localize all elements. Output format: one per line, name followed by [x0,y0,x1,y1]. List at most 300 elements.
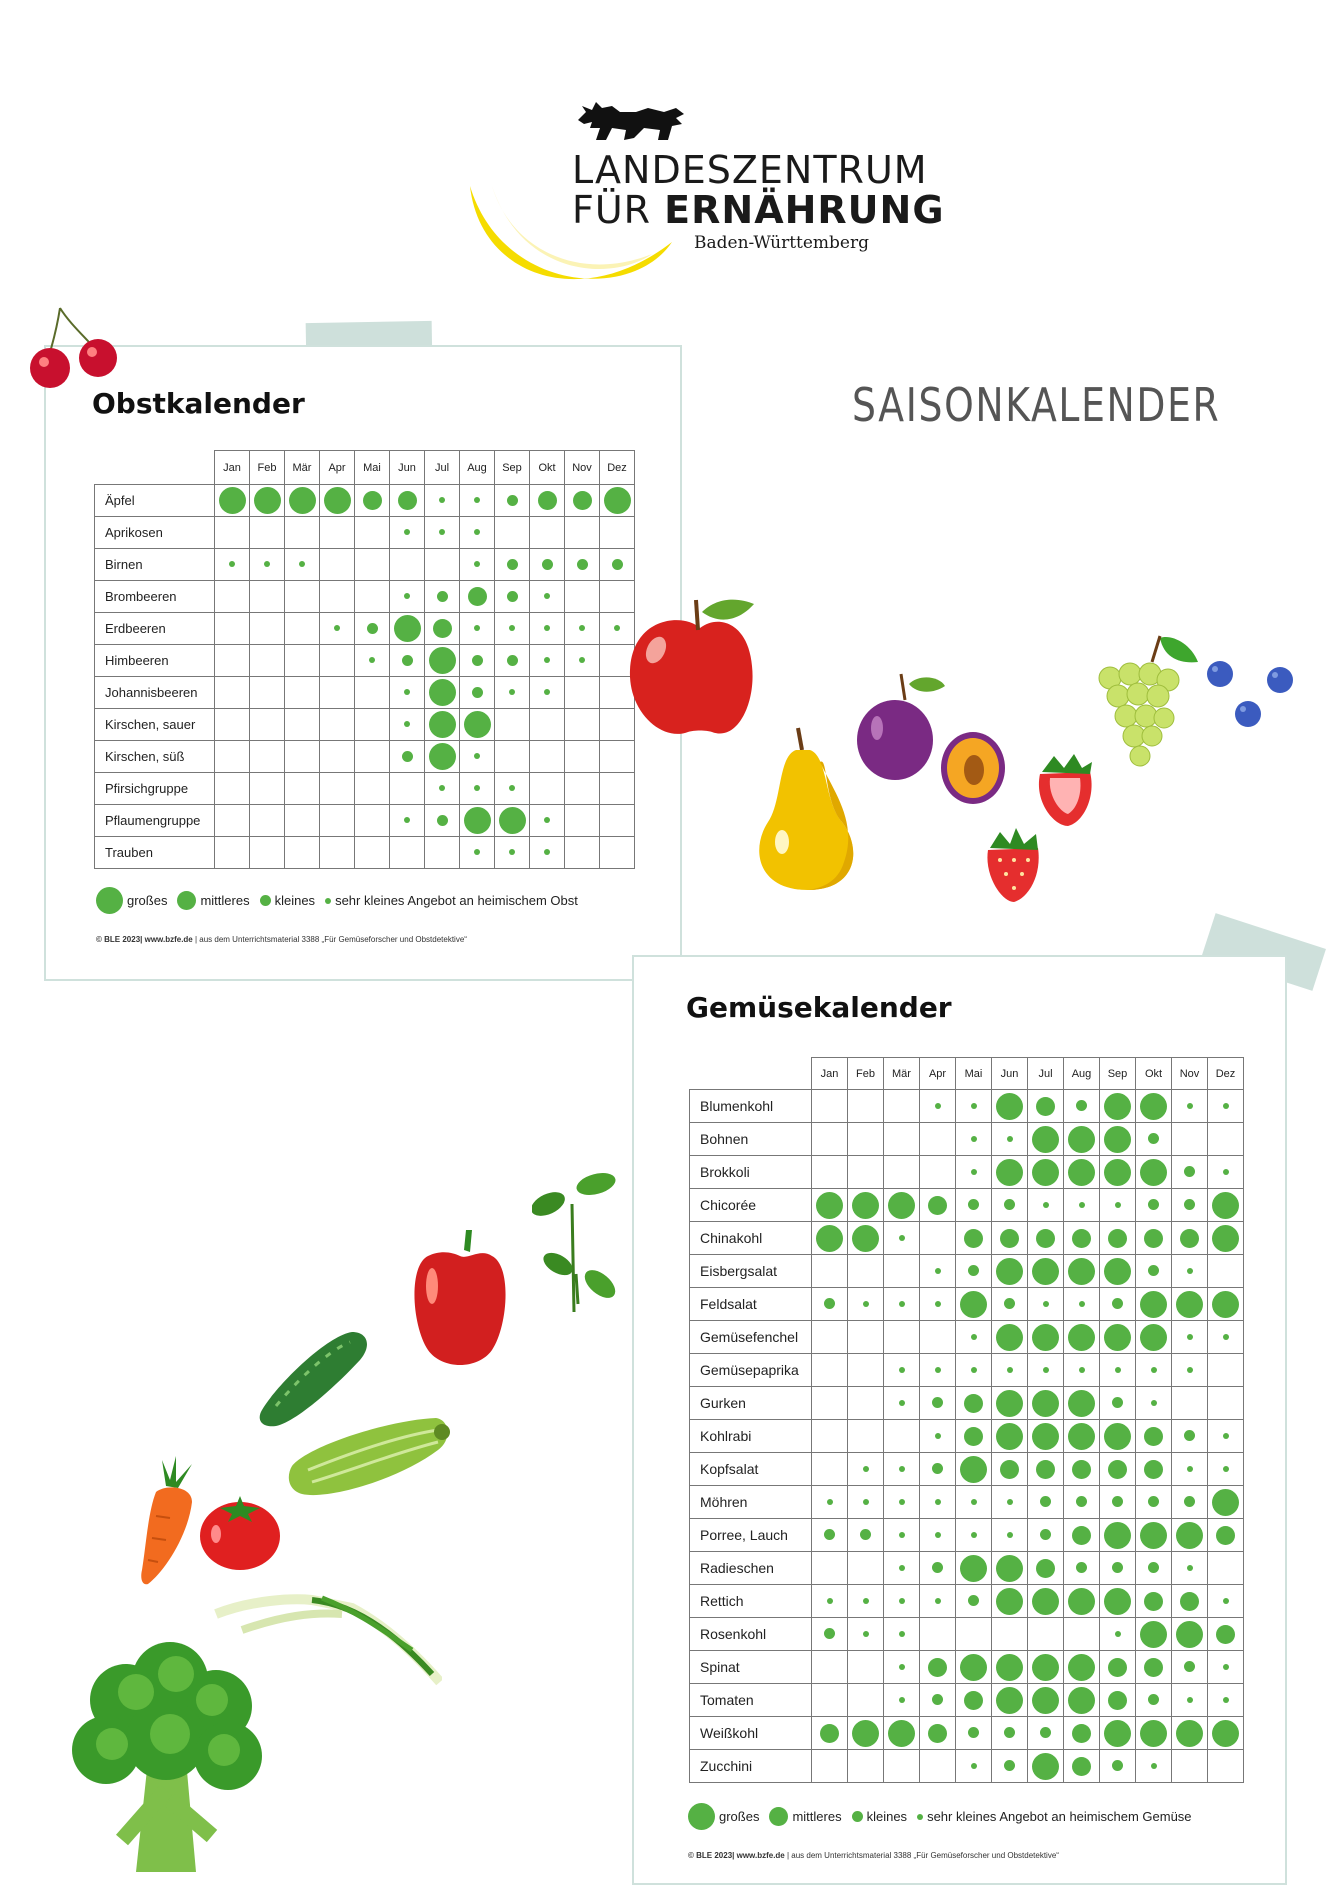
month-cell [1208,1321,1244,1354]
availability-dot [439,497,445,503]
month-cell [1136,1618,1172,1651]
month-cell [920,1321,956,1354]
availability-dot [816,1192,843,1219]
availability-dot [404,689,410,695]
availability-dot [1144,1229,1163,1248]
page-title: SAISONKALENDER [852,378,1221,432]
month-cell [1208,1519,1244,1552]
legend-label: sehr kleines Angebot an heimischem Gemüse [927,1809,1192,1824]
month-cell [285,805,320,837]
availability-dot [1148,1694,1159,1705]
month-cell [848,1618,884,1651]
month-cell [215,613,250,645]
availability-dot [439,529,445,535]
month-cell [1136,1651,1172,1684]
month-cell [320,837,355,869]
table-row [95,485,635,517]
month-cell [1064,1453,1100,1486]
apple-icon [622,592,762,742]
month-cell [1208,1387,1244,1420]
month-cell [390,549,425,581]
month-cell [956,1684,992,1717]
availability-dot [1223,1664,1229,1670]
month-cell [920,1123,956,1156]
month-cell [1064,1156,1100,1189]
availability-dot [1068,1687,1095,1714]
month-cell [848,1123,884,1156]
availability-dot [1068,1159,1095,1186]
availability-dot [1068,1126,1095,1153]
logo [462,92,945,312]
legend-item [769,1807,841,1826]
table-row [690,1486,1244,1519]
availability-dot [289,487,316,514]
month-cell [956,1750,992,1783]
fruit-calendar-card [44,345,682,981]
availability-dot [544,593,550,599]
availability-dot [1115,1202,1121,1208]
availability-dot [1223,1466,1229,1472]
month-header: Feb [250,451,285,485]
availability-dot [1043,1301,1049,1307]
table-row [95,549,635,581]
month-cell [390,613,425,645]
month-cell [992,1750,1028,1783]
month-cell [1136,1717,1172,1750]
month-cell [250,613,285,645]
month-header: Nov [565,451,600,485]
availability-dot [334,625,340,631]
row-label: Gurken [690,1387,812,1420]
availability-dot [935,1433,941,1439]
table-row [95,613,635,645]
availability-dot [1212,1720,1239,1747]
month-cell [390,805,425,837]
month-header: Mär [285,451,320,485]
vegetable-calendar-table [689,1057,1244,1783]
availability-dot [1104,1324,1131,1351]
carrot-icon [136,1456,202,1586]
availability-dot [499,807,526,834]
month-cell [1136,1354,1172,1387]
availability-dot [398,491,417,510]
availability-dot [1212,1225,1239,1252]
month-cell [956,1618,992,1651]
month-cell [920,1222,956,1255]
availability-dot [367,623,378,634]
availability-dot [960,1555,987,1582]
month-cell [250,485,285,517]
month-cell [250,837,285,869]
month-cell [1100,1387,1136,1420]
availability-dot [824,1628,835,1639]
month-cell [812,1090,848,1123]
month-cell [1136,1750,1172,1783]
row-label: Johannisbeeren [95,677,215,709]
availability-dot [1079,1301,1085,1307]
availability-dot [968,1199,979,1210]
month-cell [565,549,600,581]
month-cell [1028,1453,1064,1486]
month-cell [956,1123,992,1156]
month-cell [812,1585,848,1618]
month-cell [1208,1123,1244,1156]
availability-dot [544,625,550,631]
availability-dot [1180,1229,1199,1248]
month-cell [812,1123,848,1156]
month-cell [1100,1420,1136,1453]
availability-dot [1140,1093,1167,1120]
month-cell [320,677,355,709]
month-cell [1208,1618,1244,1651]
month-cell [495,677,530,709]
availability-dot [996,1423,1023,1450]
month-cell [250,677,285,709]
month-cell [1028,1486,1064,1519]
table-row [690,1453,1244,1486]
month-cell [495,517,530,549]
availability-dot [433,619,452,638]
month-cell [956,1354,992,1387]
month-cell [250,773,285,805]
month-cell [530,581,565,613]
month-cell [460,485,495,517]
month-cell [425,549,460,581]
month-header: Feb [848,1058,884,1090]
legend-dot [177,891,196,910]
month-cell [565,485,600,517]
availability-dot [1140,1621,1167,1648]
month-cell [956,1717,992,1750]
month-cell [565,645,600,677]
availability-dot [1040,1727,1051,1738]
month-cell [355,773,390,805]
month-cell [1172,1123,1208,1156]
month-cell [460,549,495,581]
month-cell [992,1354,1028,1387]
availability-dot [899,1367,905,1373]
availability-dot [429,647,456,674]
month-cell [355,677,390,709]
month-cell [812,1618,848,1651]
table-row [690,1090,1244,1123]
month-cell [1028,1618,1064,1651]
month-cell [956,1486,992,1519]
header-corner [690,1058,812,1090]
month-cell [320,485,355,517]
availability-dot [1068,1654,1095,1681]
month-cell [215,741,250,773]
month-cell [992,1519,1028,1552]
availability-dot [1068,1588,1095,1615]
month-cell [920,1189,956,1222]
table-row [690,1255,1244,1288]
month-cell [215,517,250,549]
availability-dot [968,1595,979,1606]
month-cell [1064,1387,1100,1420]
availability-dot [437,591,448,602]
availability-dot [827,1499,833,1505]
month-cell [320,613,355,645]
legend-label: sehr kleines Angebot an heimischem Obst [335,893,578,908]
availability-dot [888,1192,915,1219]
month-cell [956,1156,992,1189]
month-cell [848,1255,884,1288]
availability-dot [1032,1423,1059,1450]
availability-dot [928,1196,947,1215]
availability-dot [1004,1298,1015,1309]
availability-dot [1140,1324,1167,1351]
availability-dot [542,559,553,570]
availability-dot [971,1367,977,1373]
availability-dot [863,1301,869,1307]
availability-dot [1036,1460,1055,1479]
month-cell [1136,1453,1172,1486]
row-label: Blumenkohl [690,1090,812,1123]
month-cell [355,613,390,645]
month-cell [920,1453,956,1486]
month-cell [1028,1717,1064,1750]
month-cell [884,1552,920,1585]
month-cell [1172,1618,1208,1651]
month-cell [1100,1354,1136,1387]
row-label: Kirschen, sauer [95,709,215,741]
table-row [690,1717,1244,1750]
availability-dot [404,721,410,727]
legend-dot [852,1811,863,1822]
availability-dot [437,815,448,826]
legend-item [917,1809,1191,1824]
month-cell [530,741,565,773]
availability-dot [1148,1496,1159,1507]
availability-dot [1068,1390,1095,1417]
month-cell [1172,1090,1208,1123]
month-cell [1100,1156,1136,1189]
month-cell [884,1717,920,1750]
availability-dot [1040,1529,1051,1540]
month-cell [530,837,565,869]
month-cell [920,1288,956,1321]
month-cell [565,517,600,549]
month-cell [1028,1090,1064,1123]
availability-dot [1007,1136,1013,1142]
table-row [690,1123,1244,1156]
month-cell [920,1750,956,1783]
month-cell [1172,1354,1208,1387]
strawberry-icon [984,826,1042,904]
month-cell [460,613,495,645]
month-cell [1172,1717,1208,1750]
month-cell [320,773,355,805]
month-cell [495,549,530,581]
month-cell [1172,1288,1208,1321]
month-cell [1208,1750,1244,1783]
availability-dot [464,711,491,738]
month-cell [1028,1420,1064,1453]
month-cell [390,645,425,677]
table-row [690,1354,1244,1387]
month-cell [565,613,600,645]
availability-dot [964,1691,983,1710]
month-cell [250,549,285,581]
availability-dot [1148,1199,1159,1210]
month-cell [884,1222,920,1255]
table-row [95,773,635,805]
month-cell [920,1651,956,1684]
month-cell [1136,1288,1172,1321]
month-cell [565,773,600,805]
month-cell [1172,1585,1208,1618]
month-cell [425,805,460,837]
row-label: Gemüsepaprika [690,1354,812,1387]
availability-dot [1216,1625,1235,1644]
legend-item [688,1803,759,1830]
month-cell [956,1321,992,1354]
month-cell [1136,1486,1172,1519]
row-label: Trauben [95,837,215,869]
availability-dot [1180,1592,1199,1611]
table-row [690,1651,1244,1684]
availability-dot [1212,1192,1239,1219]
month-cell [1208,1222,1244,1255]
month-cell [390,485,425,517]
month-cell [992,1717,1028,1750]
month-cell [1100,1255,1136,1288]
month-cell [1064,1552,1100,1585]
month-cell [565,581,600,613]
availability-dot [1223,1334,1229,1340]
month-cell [992,1255,1028,1288]
availability-dot [935,1499,941,1505]
month-cell [320,805,355,837]
month-cell [425,581,460,613]
month-cell [1028,1156,1064,1189]
month-cell [215,549,250,581]
month-cell [250,581,285,613]
legend-item [96,887,167,914]
month-cell [250,741,285,773]
availability-dot [1144,1427,1163,1446]
availability-dot [1032,1258,1059,1285]
availability-dot [1068,1324,1095,1351]
availability-dot [612,559,623,570]
cherries-icon [26,304,126,390]
month-header: Aug [1064,1058,1100,1090]
table-row [95,837,635,869]
availability-dot [1032,1687,1059,1714]
month-cell [848,1354,884,1387]
availability-dot [971,1532,977,1538]
availability-dot [219,487,246,514]
month-cell [1172,1420,1208,1453]
month-cell [1208,1486,1244,1519]
availability-dot [1151,1367,1157,1373]
availability-dot [1140,1720,1167,1747]
table-row [690,1420,1244,1453]
month-cell [530,677,565,709]
month-cell [355,709,390,741]
month-cell [460,773,495,805]
month-cell [812,1750,848,1783]
month-cell [355,741,390,773]
availability-dot [1032,1588,1059,1615]
availability-dot [544,817,550,823]
month-cell [992,1123,1028,1156]
availability-dot [1036,1559,1055,1578]
availability-dot [1004,1760,1015,1771]
month-cell [884,1618,920,1651]
blackberries-icon [1204,656,1324,730]
month-cell [530,485,565,517]
month-cell [992,1387,1028,1420]
month-cell [390,773,425,805]
month-cell [1064,1717,1100,1750]
availability-dot [1184,1430,1195,1441]
month-cell [1100,1486,1136,1519]
availability-dot [1104,1159,1131,1186]
availability-dot [507,655,518,666]
month-cell [812,1684,848,1717]
month-cell [1172,1387,1208,1420]
table-row [690,1189,1244,1222]
row-label: Brokkoli [690,1156,812,1189]
month-cell [1208,1255,1244,1288]
table-row [95,677,635,709]
availability-dot [1000,1460,1019,1479]
month-header: Jun [390,451,425,485]
availability-dot [968,1265,979,1276]
availability-dot [899,1631,905,1637]
month-cell [425,645,460,677]
month-cell [600,837,635,869]
availability-dot [1072,1757,1091,1776]
month-cell [390,677,425,709]
legend-dot [325,898,331,904]
row-label: Aprikosen [95,517,215,549]
availability-dot [1104,1423,1131,1450]
month-cell [1100,1651,1136,1684]
month-cell [215,677,250,709]
month-cell [848,1387,884,1420]
availability-dot [1104,1720,1131,1747]
availability-dot [1112,1496,1123,1507]
month-cell [1028,1354,1064,1387]
month-cell [320,741,355,773]
availability-dot [899,1499,905,1505]
table-row [95,709,635,741]
availability-dot [996,1654,1023,1681]
month-cell [956,1552,992,1585]
availability-dot [996,1258,1023,1285]
sprouts-icon [532,1164,616,1312]
table-row [690,1222,1244,1255]
month-cell [320,709,355,741]
row-label: Tomaten [690,1684,812,1717]
month-cell [530,773,565,805]
availability-dot [1112,1298,1123,1309]
availability-dot [507,591,518,602]
availability-dot [1079,1367,1085,1373]
availability-dot [1184,1166,1195,1177]
month-cell [355,837,390,869]
month-cell [355,581,390,613]
availability-dot [1000,1229,1019,1248]
availability-dot [1004,1727,1015,1738]
month-cell [215,581,250,613]
month-cell [1100,1519,1136,1552]
month-header: Jun [992,1058,1028,1090]
legend-dot [688,1803,715,1830]
